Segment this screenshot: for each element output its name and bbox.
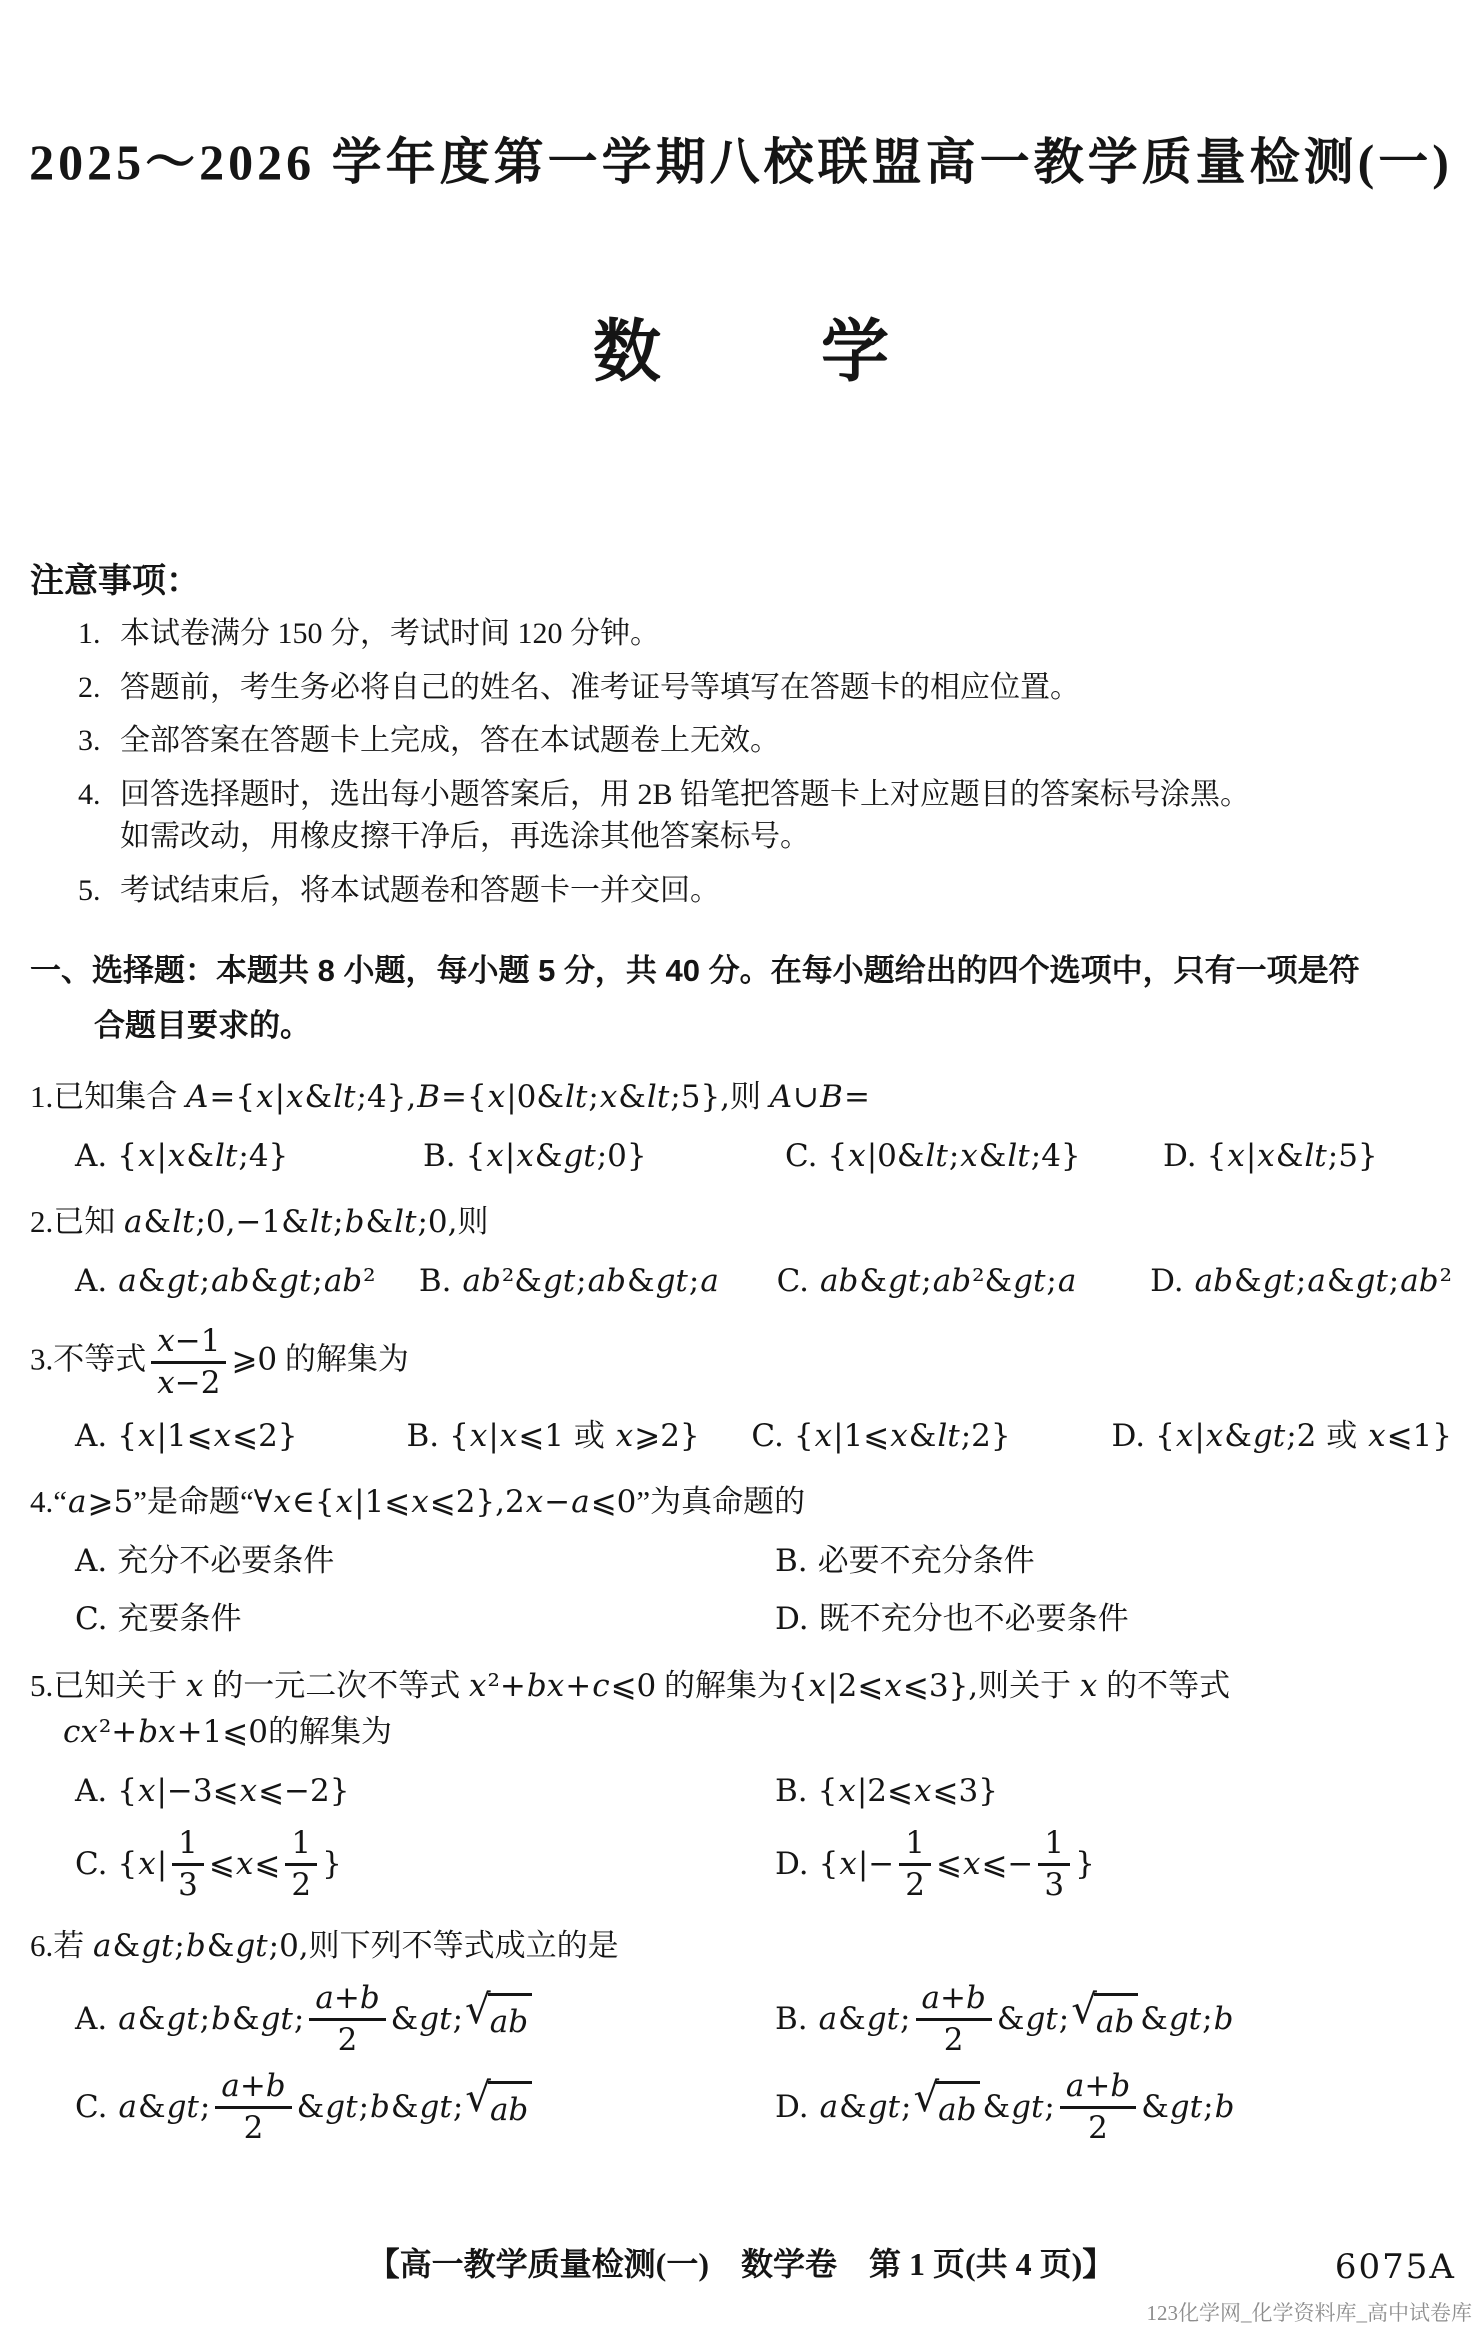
text-run: 5.已知关于 (30, 1667, 185, 1703)
question-3-option-A (75, 1413, 407, 1460)
notice-item-line: 答题前，考生务必将自己的姓名、准考证号等填写在答题卡的相应位置。 (120, 670, 1080, 704)
question-3-stem (30, 1324, 1452, 1400)
math-run: &gt;b (1140, 2001, 1234, 2037)
option-label: B. (775, 1542, 808, 1579)
notice-item-line: 回答选择题时，选出每小题答案后，用 2B 铅笔把答题卡上对应题目的答案标号涂黑。 (120, 777, 1251, 811)
math-run: {x|x&gt;2 或 x⩽1} (1155, 1417, 1452, 1454)
fraction-denominator: 3 (178, 1866, 198, 1903)
option-label: B. (423, 1137, 456, 1174)
question-5-stem (30, 1663, 1452, 1710)
notice-item-line: 全部答案在答题卡上完成，答在本试题卷上无效。 (120, 724, 780, 758)
watermark: 123化学网_化学资料库_高中试卷库 (1146, 2301, 1472, 2325)
math-run: x (186, 1667, 204, 1704)
question-2-options-row (30, 1258, 1452, 1305)
math-run: } (1075, 1846, 1095, 1883)
option-label: A. (75, 1772, 108, 1809)
question-5-option-C (75, 1826, 775, 1902)
fraction (285, 1826, 317, 1902)
math-run: {x|x&lt;4} (117, 1137, 289, 1174)
question-5-options-row (30, 1826, 1452, 1902)
option-label: C. (75, 1601, 108, 1638)
math-run: A∪B= (769, 1079, 870, 1116)
question-1-option-B (423, 1133, 785, 1180)
fraction (151, 1324, 226, 1400)
option-label: C. (776, 1262, 810, 1299)
fraction-numerator: a+b (309, 1981, 385, 2021)
square-root (1071, 1986, 1138, 2046)
text-run: 4.“ (30, 1484, 68, 1520)
question-6-options-row (30, 2069, 1452, 2145)
math-run: x (1079, 1667, 1098, 1704)
notice-item-1 (30, 613, 1452, 656)
option-label: D. (775, 2089, 809, 2126)
fraction (916, 1981, 992, 2057)
math-run: &gt; (390, 2001, 464, 2037)
question-6-option-D (775, 2069, 1235, 2145)
section-heading-line1: 一、选择题：本题共 8 小题，每小题 5 分，共 40 分。在每小题给出的四个选项中，只有一项是符 (30, 952, 1360, 988)
math-run: ab&gt;a&gt;ab² (1194, 1262, 1452, 1299)
math-run: {x|x&lt;5} (1206, 1137, 1378, 1174)
math-run: {x|2⩽x⩽3} (817, 1772, 998, 1809)
question-1-option-D (1163, 1133, 1378, 1180)
square-root (465, 2074, 532, 2134)
option-label: D. (775, 1846, 809, 1883)
option-label: D. (1111, 1417, 1146, 1454)
math-run: {x|1⩽x&lt;2} (793, 1417, 1011, 1454)
question-5-option-B (775, 1768, 998, 1815)
notice-item-line: 如需改动，用橡皮擦干净后，再选涂其他答案标号。 (120, 820, 810, 854)
notice-heading: 注意事项： (30, 562, 200, 600)
option-label: D. (1150, 1262, 1184, 1299)
math-run: {x|−3⩽x⩽−2} (117, 1772, 350, 1809)
notice-item-number: 4. (78, 777, 101, 811)
text-run: 既不充分也不必要条件 (818, 1601, 1129, 1637)
math-run: {x|x&gt;0} (465, 1137, 647, 1174)
fraction-denominator: 2 (291, 1866, 312, 1903)
notice-item-body (120, 667, 1452, 710)
text-run: 则下列不等式成立的是 (308, 1927, 619, 1963)
question-6-option-A (75, 1981, 775, 2057)
math-run: &gt;b&gt; (296, 2089, 464, 2126)
option-label: B. (406, 1417, 440, 1454)
math-run: cx²+bx+1⩽0 (63, 1714, 268, 1751)
math-run: a&gt; (819, 2089, 912, 2126)
square-root (465, 1986, 532, 2046)
text-run: 则 (730, 1079, 769, 1115)
notice-list (30, 613, 1452, 913)
fraction-numerator: 1 (285, 1826, 317, 1866)
section-heading (0, 943, 1482, 1055)
fraction (899, 1826, 931, 1902)
question-2-stem (30, 1199, 1452, 1246)
notice-item-5 (30, 870, 1452, 913)
question-6-options-row (30, 1981, 1452, 2057)
fraction (172, 1826, 204, 1902)
fraction (1038, 1826, 1070, 1902)
question-5-option-A (75, 1768, 775, 1815)
notice-item-line: 本试卷满分 150 分，考试时间 120 分钟。 (120, 617, 660, 650)
notice-item-number: 2. (78, 670, 101, 704)
question-1-stem (30, 1074, 1452, 1121)
math-run: a&gt;b&gt; (118, 2001, 305, 2037)
fraction (1060, 2069, 1136, 2145)
text-run: 的解集为 (277, 1341, 409, 1377)
question-6-option-C (75, 2069, 775, 2145)
question-4-option-B (775, 1538, 1035, 1585)
notice-item-2 (30, 667, 1452, 710)
math-run: a&lt;0,−1&lt;b&lt;0, (124, 1204, 458, 1241)
section-heading-line2: 合题目要求的。 (94, 1008, 311, 1044)
option-label: B. (418, 1262, 452, 1299)
subject-title (0, 298, 1482, 395)
text-run: 则 (457, 1204, 489, 1240)
text-run: 必要不充分条件 (817, 1542, 1035, 1578)
notice-item-number: 5. (78, 873, 101, 907)
math-run: &gt;b (1141, 2089, 1235, 2126)
notice-item-body (120, 720, 1452, 763)
fraction-numerator: a+b (916, 1981, 992, 2021)
option-label: A. (75, 1137, 108, 1174)
math-run: ⩽x⩽ (208, 1846, 281, 1883)
question-4-option-D (775, 1596, 1129, 1643)
math-run: &gt; (996, 2001, 1070, 2037)
text-run: 充分不必要条件 (117, 1542, 335, 1578)
option-label: A. (75, 1417, 108, 1454)
text-run: 的一元二次不等式 (204, 1667, 468, 1703)
question-6-option-B (775, 1981, 1234, 2057)
fraction-denominator: 2 (905, 1866, 925, 1903)
subject-char-1: 数 (592, 314, 661, 390)
option-label: D. (775, 1601, 809, 1638)
text-run: 则关于 (978, 1667, 1079, 1703)
fraction-numerator: x−1 (151, 1324, 226, 1364)
question-2-option-D (1150, 1258, 1452, 1305)
radicand: ab (488, 2081, 532, 2134)
fraction (215, 2069, 291, 2145)
fraction-numerator: a+b (1060, 2069, 1136, 2109)
math-run: {x|x⩽1 或 x⩾2} (449, 1417, 700, 1454)
math-run: ⩾0 (231, 1341, 278, 1378)
question-2 (30, 1199, 1452, 1304)
question-3 (30, 1324, 1452, 1459)
radicand: ab (488, 1993, 532, 2046)
notice-item-body (120, 613, 1452, 656)
question-1-option-A (75, 1133, 423, 1180)
question-4-options-row (30, 1538, 1452, 1585)
math-run: {x|2⩽x⩽3}, (788, 1667, 979, 1704)
option-label: C. (75, 1846, 108, 1883)
fraction-numerator: 1 (899, 1826, 931, 1866)
math-run: a⩾5 (68, 1484, 134, 1521)
question-6 (30, 1923, 1452, 2146)
notice-item-body (120, 774, 1452, 859)
math-run: a&gt;b&gt;0, (93, 1927, 309, 1964)
math-run: a&gt; (818, 2001, 911, 2037)
question-5-stem-line2 (30, 1709, 1452, 1756)
option-label: C. (751, 1417, 784, 1454)
option-label: C. (75, 2089, 108, 2126)
question-2-option-A (75, 1258, 419, 1305)
text-run: ”为真命题的 (636, 1484, 806, 1520)
notice-item-body (120, 870, 1452, 913)
math-run: {x| (117, 1846, 168, 1883)
math-run: ab²&gt;ab&gt;a (462, 1262, 719, 1299)
option-label: A. (75, 1542, 108, 1579)
notice-item-3 (30, 720, 1452, 763)
fraction-denominator: 2 (943, 2021, 964, 2058)
exam-title: 2025～2026 学年度第一学期八校联盟高一教学质量检测(一) (29, 134, 1453, 190)
fraction-numerator: 1 (1038, 1826, 1070, 1866)
question-6-stem (30, 1923, 1452, 1970)
fraction (309, 1981, 385, 2057)
question-5-option-D (775, 1826, 1095, 1902)
math-run: {x|− (818, 1846, 895, 1883)
square-root (913, 2074, 980, 2134)
math-run: {x|1⩽x⩽2} (117, 1417, 298, 1454)
math-run: ⩽x⩽− (935, 1846, 1034, 1883)
option-label: A. (75, 2001, 108, 2037)
radical-sign: √ (913, 2074, 940, 2122)
math-run: a&gt;ab&gt;ab² (118, 1262, 376, 1299)
question-1 (30, 1074, 1452, 1179)
question-3-option-B (407, 1413, 752, 1460)
question-1-options-row (30, 1133, 1452, 1180)
math-run: &gt; (982, 2089, 1055, 2126)
text-run: 的解集为 (656, 1667, 789, 1703)
page-footer (0, 2239, 1482, 2285)
option-label: B. (775, 1772, 808, 1809)
question-4-option-C (75, 1596, 775, 1643)
question-5 (30, 1663, 1452, 1903)
question-4-option-A (75, 1538, 775, 1585)
question-4-stem (30, 1479, 1452, 1526)
question-5-options-row (30, 1768, 1452, 1815)
math-run: ∀x∈{x|1⩽x⩽2},2x−a⩽0 (253, 1484, 637, 1521)
fraction-denominator: 2 (337, 2021, 358, 2058)
text-run: 的不等式 (1098, 1667, 1231, 1703)
paper-code: 6075A (1334, 2247, 1456, 2287)
text-run: 1.已知集合 (30, 1079, 185, 1115)
text-run: 6.若 (30, 1927, 92, 1963)
text-run: 2.已知 (30, 1204, 123, 1240)
questions (0, 1074, 1482, 2146)
question-4 (30, 1479, 1452, 1643)
text-run: 的解集为 (268, 1714, 392, 1750)
math-run: a&gt; (118, 2089, 211, 2126)
fraction-denominator: 2 (243, 2110, 264, 2147)
radical-sign: √ (1071, 1986, 1097, 2033)
question-3-option-C (751, 1413, 1111, 1460)
notice-item-number: 3. (78, 724, 101, 758)
fraction-numerator: 1 (172, 1826, 204, 1866)
fraction-denominator: 3 (1044, 1866, 1065, 1903)
question-3-options-row (30, 1413, 1452, 1460)
option-label: B. (775, 2001, 808, 2037)
option-label: A. (75, 1262, 108, 1299)
question-2-option-B (419, 1258, 777, 1305)
radicand: ab (1094, 1993, 1138, 2046)
footer-text: 【高一教学质量检测(一) 数学卷 第 1 页(共 4 页)】 (367, 2246, 1115, 2282)
question-1-option-C (785, 1133, 1163, 1180)
fraction-denominator: x−2 (157, 1364, 221, 1401)
notice-item-line: 考试结束后，将本试题卷和答题卡一并交回。 (120, 873, 720, 907)
text-run: ”是命题“ (133, 1484, 254, 1520)
radical-sign: √ (465, 2074, 491, 2122)
radicand: ab (936, 2081, 980, 2134)
text-run: 充要条件 (117, 1601, 242, 1637)
fraction-denominator: 2 (1088, 2110, 1108, 2147)
math-run: {x|0&lt;x&lt;4} (827, 1137, 1081, 1174)
math-run: ab&gt;ab²&gt;a (820, 1262, 1077, 1299)
math-run: x²+bx+c⩽0 (468, 1667, 657, 1704)
fraction-numerator: a+b (215, 2069, 291, 2109)
text-run: 3.不等式 (30, 1341, 147, 1377)
notice-item-4 (30, 774, 1452, 859)
option-label: D. (1163, 1137, 1197, 1174)
question-3-option-D (1112, 1413, 1452, 1460)
question-4-options-row (30, 1596, 1452, 1643)
question-2-option-C (777, 1258, 1151, 1305)
notice-section (0, 553, 1482, 913)
math-run: A={x|x&lt;4},B={x|0&lt;x&lt;5}, (186, 1079, 731, 1116)
option-label: C. (785, 1137, 818, 1174)
subject-char-2: 学 (821, 314, 890, 390)
math-run: } (322, 1846, 342, 1883)
notice-item-number: 1. (78, 617, 101, 650)
radical-sign: √ (465, 1986, 491, 2033)
